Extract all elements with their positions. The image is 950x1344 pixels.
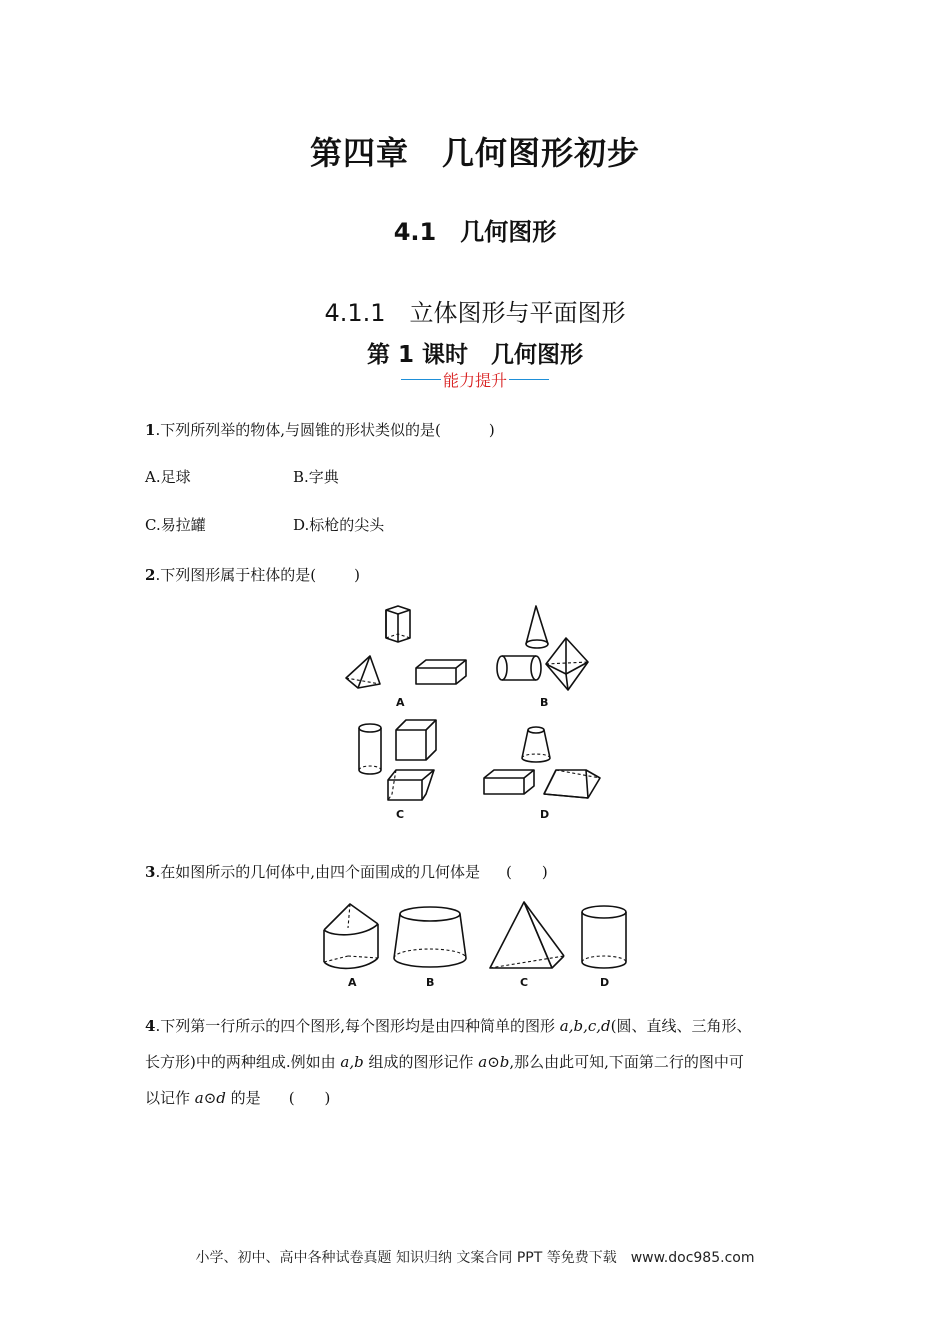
solid-a: [324, 904, 378, 989]
ability-band: [0, 368, 950, 391]
question-3-number: 3: [145, 863, 156, 881]
question-1: [145, 420, 495, 440]
question-1-text: .下列所列举的物体,与圆锥的形状类似的是(: [155, 421, 441, 439]
question-4-line-3: [145, 1088, 815, 1124]
label-b: B: [426, 976, 435, 989]
expression: a⊙b: [478, 1053, 510, 1071]
solid-d: [582, 906, 626, 989]
variables: a,b: [340, 1053, 364, 1071]
option-a: A.足球: [145, 468, 191, 486]
option-c: C.易拉罐: [145, 516, 206, 534]
question-3-text: .在如图所示的几何体中,由四个面围成的几何体是: [155, 863, 480, 881]
lesson-title: 第 1 课时 几何图形: [366, 342, 584, 368]
question-4-line-1: [145, 1016, 815, 1052]
question-4-text: .下列第一行所示的四个图形,每个图形均是由四种简单的图形: [155, 1017, 560, 1035]
section-title: 4.1 几何图形: [393, 218, 557, 246]
question-1-close: ): [488, 421, 495, 439]
band-left-rule: [401, 379, 441, 380]
question-4: [145, 1016, 815, 1124]
question-4-text: 组成的图形记作: [363, 1053, 479, 1071]
solid-c: [490, 902, 564, 989]
chapter-title: 第四章 几何图形初步: [309, 134, 640, 172]
question-2-figure: [330, 598, 620, 830]
option-b: B.字典: [293, 468, 339, 486]
question-4-text: (圆、直线、三角形、: [610, 1017, 752, 1035]
question-2: [145, 565, 360, 585]
question-2-text: .下列图形属于柱体的是(: [155, 566, 317, 584]
question-4-line-2: [145, 1052, 815, 1088]
label-d: D: [600, 976, 610, 989]
group-b: [497, 606, 588, 709]
question-2-close: ): [354, 566, 360, 584]
question-2-number: 2: [145, 566, 156, 584]
group-a: [346, 606, 466, 709]
label-d: D: [540, 808, 550, 821]
label-b: B: [540, 696, 549, 709]
question-1-number: 1: [145, 421, 156, 439]
band-label: 能力提升: [442, 371, 507, 390]
answer-blank[interactable]: ( ): [505, 863, 548, 881]
subsection-title: 4.1.1 立体图形与平面图形: [324, 299, 626, 327]
question-4-text: 的是: [225, 1089, 261, 1107]
label-a: A: [348, 976, 357, 989]
answer-blank[interactable]: ( ): [288, 1089, 331, 1107]
label-a: A: [396, 696, 405, 709]
option-d: D.标枪的尖头: [293, 516, 385, 534]
question-4-text: 长方形)中的两种组成.例如由: [145, 1053, 341, 1071]
band-right-rule: [509, 379, 549, 380]
question-4-text: ,那么由此可知,下面第二行的图中可: [509, 1053, 744, 1071]
question-3-figure: [318, 900, 638, 992]
group-d: [484, 727, 600, 821]
footer: 小学、初中、高中各种试卷真题 知识归纳 文案合同 PPT 等免费下载 www.doc985.com: [195, 1250, 755, 1266]
label-c: C: [520, 976, 529, 989]
solid-b: [394, 907, 466, 989]
question-4-text: 以记作: [145, 1089, 195, 1107]
question-3: [145, 862, 548, 882]
label-c: C: [396, 808, 405, 821]
question-4-number: 4: [145, 1017, 156, 1035]
group-c: [359, 720, 436, 821]
variables: a,b,c,d: [559, 1017, 611, 1035]
expression: a⊙d: [194, 1089, 226, 1107]
